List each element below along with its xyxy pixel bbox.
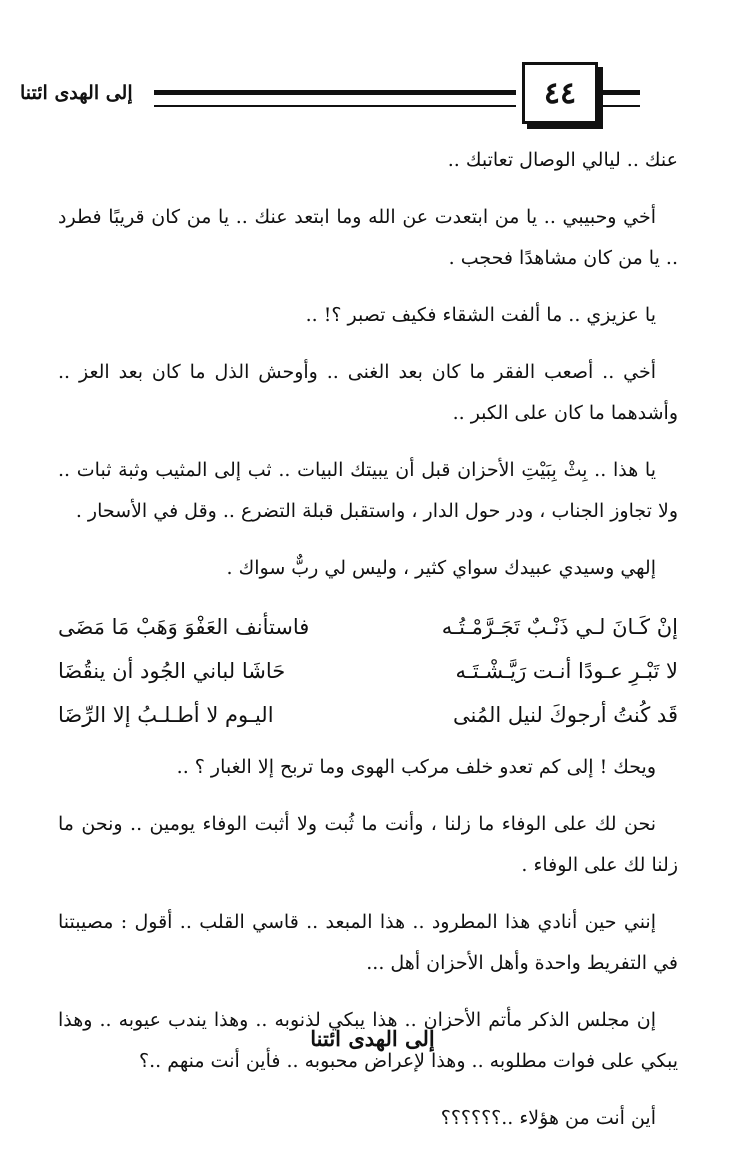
paragraph: أخي .. أصعب الفقر ما كان بعد الغنى .. وأوحش الذل ما كان بعد العز .. وأشدهما ما كان على الكبر .. xyxy=(58,361,678,424)
verse-second-hemistich: اليـوم لا أطـلـبُ إلا الرِّضَا xyxy=(58,703,274,727)
poem xyxy=(58,605,678,737)
page-body xyxy=(58,140,678,1155)
poem-verse xyxy=(58,605,678,649)
header-rule-left xyxy=(154,90,516,107)
poem-verse xyxy=(58,649,678,693)
verse-second-hemistich: حَاشَا لباني الجُود أن ينقُضَا xyxy=(58,659,286,683)
paragraph: إنني حين أنادي هذا المطرود .. هذا المبعد .. قاسي القلب .. أقول : مصيبتنا في التفريط واحدة وأهل الأحزان أهل ... xyxy=(58,911,678,974)
paragraph: أين أنت من هؤلاء ..؟؟؟؟؟؟ xyxy=(440,1107,656,1129)
verse-first-hemistich: لا تَبْـرِ عـودًا أنـت رَيَّـشْـتَـه xyxy=(455,659,678,683)
poem-verse xyxy=(58,693,678,737)
page-number: ٤٤ xyxy=(543,75,577,111)
page-footer xyxy=(0,1026,745,1051)
footer-title: إلى الهدى ائتنا xyxy=(310,1026,435,1051)
paragraphs-before-poem xyxy=(58,140,678,589)
paragraph: ويحك ! إلى كم تعدو خلف مركب الهوى وما تربح إلا الغبار ؟ .. xyxy=(176,756,656,778)
running-title: إلى الهدى ائتنا xyxy=(20,82,133,104)
verse-first-hemistich: إنْ كَـانَ لـي ذَنْـبٌ تَجَـرَّمْـتُـه xyxy=(441,615,678,639)
header-rule-right xyxy=(600,90,640,107)
paragraph: أخي وحبيبي .. يا من ابتعدت عن الله وما ابتعد عنك .. يا من كان قريبًا فطرد .. يا من كان مشاهدًا فحجب . xyxy=(58,206,678,269)
verse-second-hemistich: فاستأنف العَفْوَ وَهَبْ مَا مَضَى xyxy=(58,615,310,639)
page-number-box xyxy=(522,62,598,124)
paragraph: إلهي وسيدي عبيدك سواي كثير ، وليس لي ربٌّ سواك . xyxy=(226,557,656,579)
paragraph: يا عزيزي .. ما ألفت الشقاء فكيف تصبر ؟! .. xyxy=(305,304,656,326)
paragraph: إن مجلس الذكر مأتم الأحزان .. هذا يبكي لذنوبه .. وهذا يندب عيوبه .. وهذا يبكي على فوات مطلوبه .. وهذا لإعراض محبوبه .. فأين أنت منهم ..؟ xyxy=(58,1009,678,1072)
paragraph: عنك .. ليالي الوصال تعاتبك .. xyxy=(447,149,678,171)
page-header xyxy=(20,62,640,132)
paragraph: يا هذا .. بِثْ بِبَيْتِ الأحزان قبل أن يبيتك البيات .. ثب إلى المثيب وثبة ثبات .. ولا تجاوز الجناب ، ودر حول الدار ، واستقبل قبلة التضرع .. وقل في الأسحار . xyxy=(58,459,678,522)
verse-first-hemistich: قَد كُنتُ أرجوكَ لنيل المُنى xyxy=(452,703,678,727)
paragraphs-after-poem xyxy=(58,747,678,1139)
paragraph: نحن لك على الوفاء ما زلنا ، وأنت ما ثُبت ولا أثبت الوفاء يومين .. ونحن ما زلنا لك على الوفاء . xyxy=(58,813,678,876)
